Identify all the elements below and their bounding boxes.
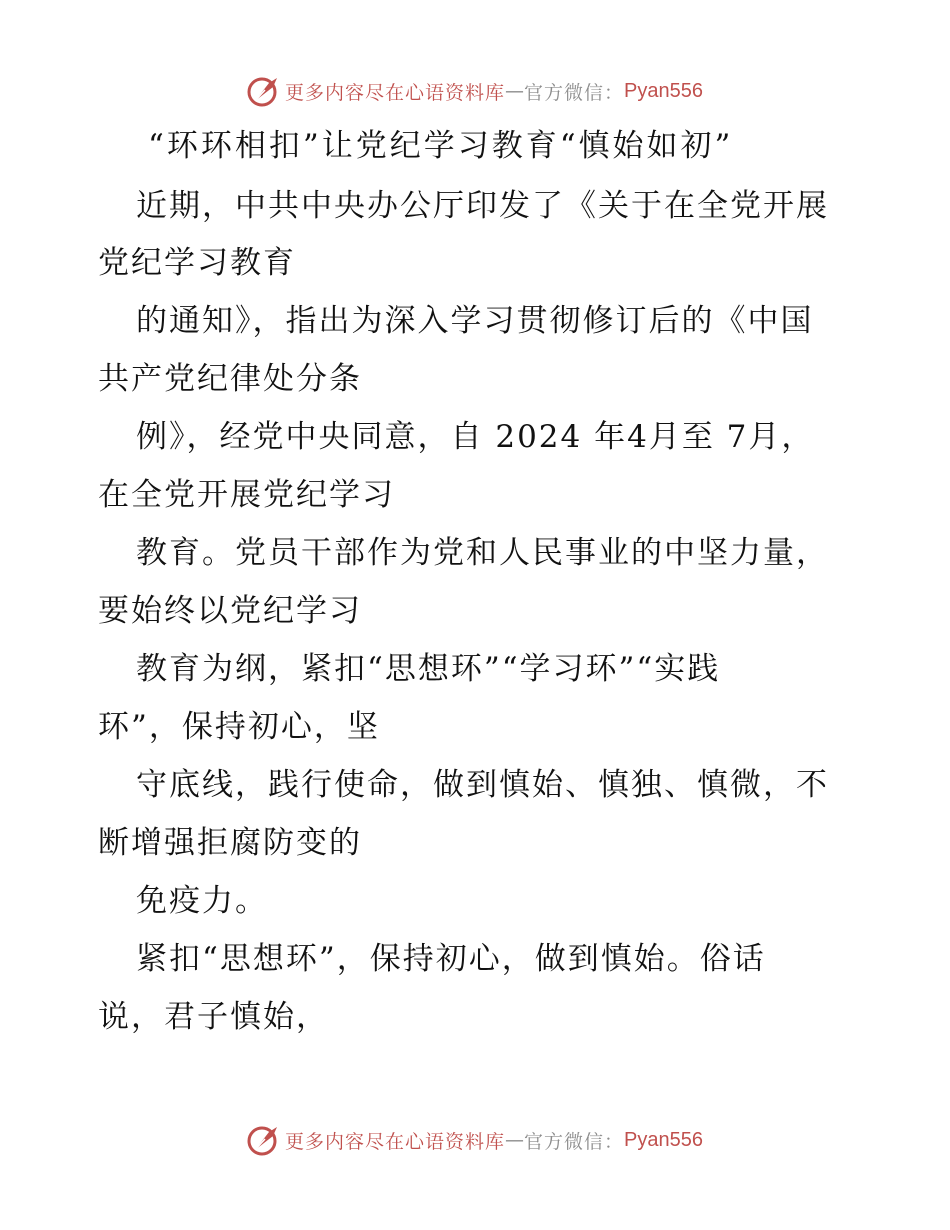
body-line: 免疫力。 bbox=[136, 883, 268, 919]
body-line: 教育为纲，紧扣“思想环”“学习环”“实践 bbox=[136, 651, 721, 687]
watermark-separator: — bbox=[505, 1129, 525, 1151]
watermark-brand-text: 更多内容尽在心语资料库 bbox=[285, 81, 506, 104]
watermark-wechat-id: Pyan556 bbox=[624, 79, 703, 102]
body-line: 断增强拒腐防变的 bbox=[98, 825, 362, 861]
body-line: 要始终以党纪学习 bbox=[98, 593, 362, 629]
body-line: 环”，保持初心，坚 bbox=[98, 709, 380, 745]
body-line: 例》，经党中央同意，自 2024 年4月至 7月， bbox=[136, 419, 815, 455]
header-watermark bbox=[0, 71, 950, 111]
body-line: 说，君子慎始， bbox=[98, 999, 329, 1035]
watermark-brand-text: 更多内容尽在心语资料库 bbox=[285, 1130, 506, 1153]
body-line: 近期，中共中央办公厅印发了《关于在全党开展 bbox=[136, 188, 829, 224]
watermark-wechat-label: 官方微信： bbox=[524, 81, 625, 104]
watermark-wechat-label: 官方微信： bbox=[524, 1130, 625, 1153]
footer-watermark bbox=[0, 1120, 950, 1160]
body-line: 共产党纪律处分条 bbox=[98, 361, 362, 397]
watermark-separator: — bbox=[505, 80, 525, 102]
body-line: 党纪学习教育 bbox=[98, 245, 296, 281]
body-line: 在全党开展党纪学习 bbox=[98, 477, 395, 513]
body-line: 的通知》，指出为深入学习贯彻修订后的《中国 bbox=[136, 303, 814, 339]
quill-pen-logo-icon bbox=[247, 1123, 281, 1157]
quill-pen-logo-icon bbox=[247, 74, 281, 108]
document-title: “环环相扣”让党纪学习教育“慎始如初” bbox=[148, 128, 734, 164]
body-line: 守底线，践行使命，做到慎始、慎独、慎微，不 bbox=[136, 767, 829, 803]
watermark-wechat-id: Pyan556 bbox=[624, 1128, 703, 1151]
body-line: 紧扣“思想环”，保持初心，做到慎始。俗话 bbox=[136, 941, 766, 977]
body-line: 教育。党员干部作为党和人民事业的中坚力量， bbox=[136, 535, 829, 571]
